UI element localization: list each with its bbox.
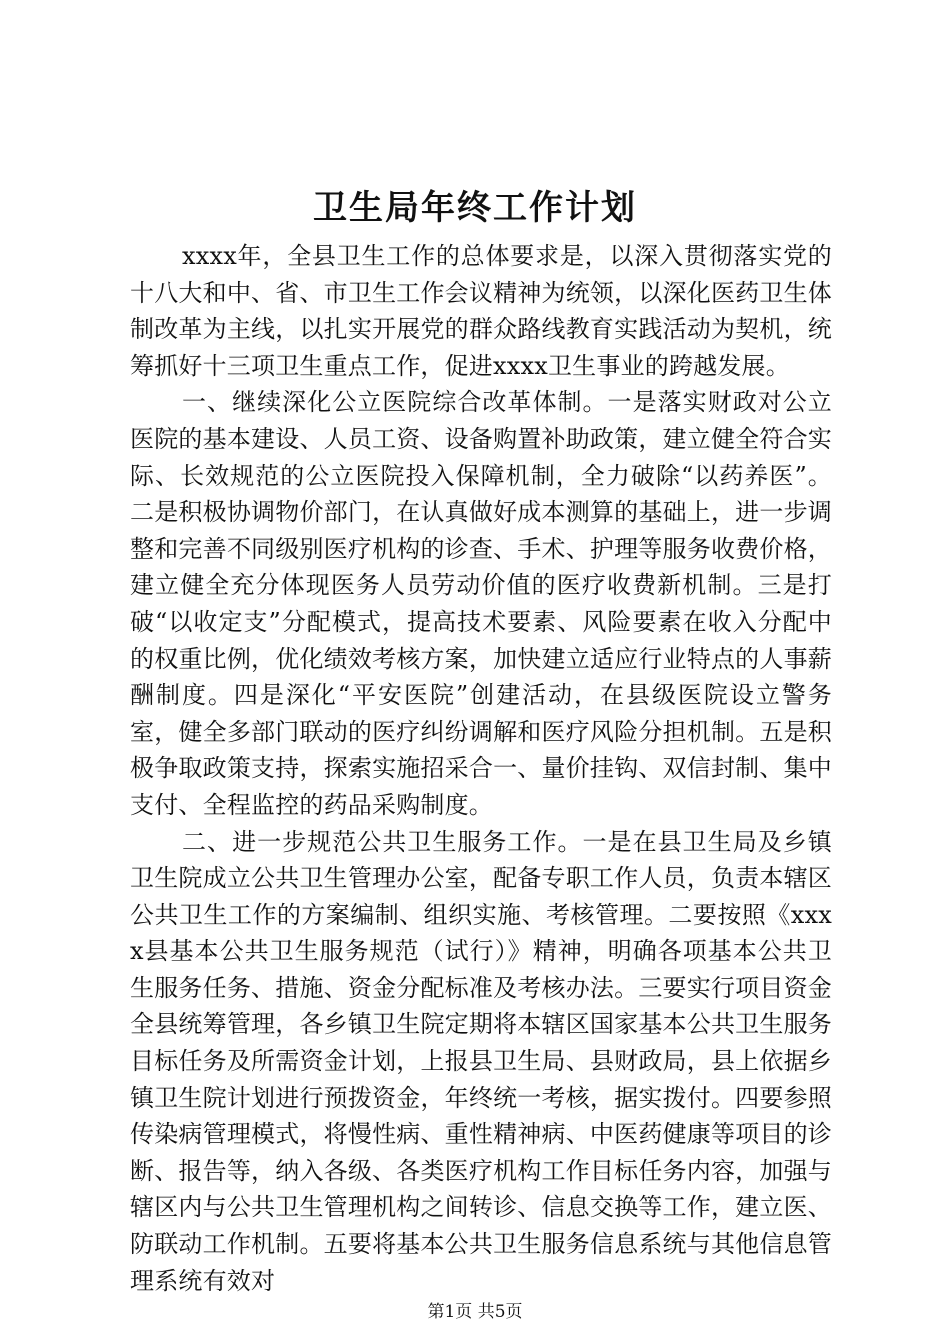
document-title: 卫生局年终工作计划 [313, 188, 637, 228]
page-number: 第1页 共5页 [427, 1302, 523, 1322]
paragraph-section-2: 二、进一步规范公共卫生服务工作。一是在县卫生局及乡镇卫生院成立公共卫生管理办公室，配备专职工作人员，负责本辖区公共卫生工作的方案编制、组织实施、考核管理。二要按照《xxxx县基本公共卫生服务规范（试行）》精神，明确各项基本公共卫生服务任务、措施、资金分配标准及考核办法。三要实行项目资金全县统筹管理，各乡镇卫生院定期将本辖区国家基本公共卫生服务目标任务及所需资金计划，上报县卫生局、县财政局，县上依据乡镇卫生院计划进行预拨资金，年终统一考核，据实拨付。四要参照传染病管理模式，将慢性病、重性精神病、中医药健康等项目的诊断、报告等，纳入各级、各类医疗机构工作目标任务内容，加强与辖区内与公共卫生管理机构之间转诊、信息交换等工作，建立医、防联动工作机制。五要将基本公共卫生服务信息系统与其他信息管理系统有效对 [130, 827, 832, 1295]
paragraph-section-1: 一、继续深化公立医院综合改革体制。一是落实财政对公立医院的基本建设、人员工资、设备购置补助政策，建立健全符合实际、长效规范的公立医院投入保障机制，全力破除“以药养医”。二是积极协调物价部门，在认真做好成本测算的基础上，进一步调整和完善不同级别医疗机构的诊查、手术、护理等服务收费价格，建立健全充分体现医务人员劳动价值的医疗收费新机制。三是打破“以收定支”分配模式，提高技术要素、风险要素在收入分配中的权重比例，优化绩效考核方案，加快建立适应行业特点的人事薪酬制度。四是深化“平安医院”创建活动，在县级医院设立警务室，健全多部门联动的医疗纠纷调解和医疗风险分担机制。五是积极争取政策支持，探索实施招采合一、量价挂钩、双信封制、集中支付、全程监控的药品采购制度。 [130, 388, 832, 819]
document-body [130, 238, 832, 1299]
paragraph-intro: xxxx年，全县卫生工作的总体要求是，以深入贯彻落实党的十八大和中、省、市卫生工作会议精神为统领，以深化医药卫生体制改革为主线，以扎实开展党的群众路线教育实践活动为契机，统筹抓好十三项卫生重点工作，促进xxxx卫生事业的跨越发展。 [130, 242, 832, 380]
